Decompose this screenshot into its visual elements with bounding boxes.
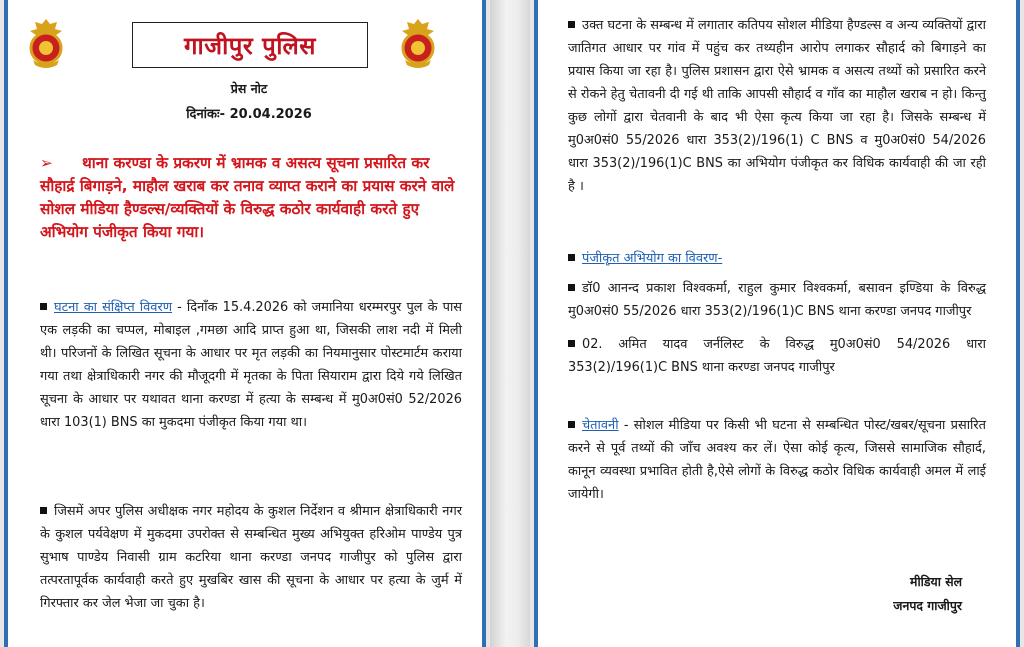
headline <box>40 152 462 244</box>
square-bullet-icon <box>40 303 47 310</box>
warning-text: - सोशल मीडिया पर किसी भी घटना से सम्बन्धित पोस्ट/खबर/सूचना प्रसारित करने से पूर्व तथ्यों की जाँच अवश्य कर लें। ऐसा कोई कृत्य, जिससे सामाजिक सौहार्द, कानून व्यवस्था प्रभावित होती है,ऐसे लोगों के विरुद्ध कठोर विधिक कार्यवाही अमल में लाई जायेगी। <box>568 418 986 502</box>
warning-paragraph <box>568 414 986 506</box>
incident-paragraph <box>40 296 462 434</box>
arrest-paragraph <box>40 500 462 615</box>
case-heading-label: पंजीकृत अभियोग का विवरण- <box>582 251 723 266</box>
signature-media-cell: मीडिया सेल <box>910 574 962 589</box>
signature-block <box>838 570 962 618</box>
social-media-text: उक्त घटना के सम्बन्ध में लगातार कतिपय सोशल मीडिया हैण्डल्स व अन्य व्यक्तियों द्वारा जातिगत आधार पर गांव में पहुंच कर तथ्यहीन आरोप लगाकर सौहार्द को बिगाड़ने का प्रयास किया जा रहा है। पुलिस प्रशासन द्वारा ऐसे भ्रामक व असत्य तथ्यों को प्रसारित करने से रोकने हेतु चेतावनी दी गई थी ताकि आपसी सौहार्द व गाँव का माहौल खराब न हो। किन्तु कुछ लोगों द्वारा चेतवानी के बाद भी ऐसा कृत्य किया जा रहा है। जिसके सम्बन्ध में मु0अ0सं0 55/2026 धारा 353(2)/196(1) C BNS व मु0अ0सं0 54/2026 धारा 353(2)/196(1)C BNS का अभियोग पंजीकृत कर विधिक कार्यवाही की जा रही है । <box>568 18 986 194</box>
press-note-page-1 <box>4 0 486 647</box>
headline-text: थाना करण्डा के प्रकरण में भ्रामक व असत्य सूचना प्रसारित कर सौहार्द्र बिगाड़ने, माहौल खराब कर तनाव व्याप्त कराने का प्रयास करने वाले सोशल मीडिया हैण्डल्स/व्यक्तियों के विरुद्ध कठोर कार्यवाही करते हुए अभियोग पंजीकृत किया गया। <box>40 154 455 241</box>
social-media-paragraph <box>568 14 986 198</box>
square-bullet-icon <box>40 507 47 514</box>
case-heading <box>568 247 986 270</box>
case-item-1 <box>568 277 986 323</box>
incident-text: - दिनाँक 15.4.2026 को जमानिया धरम्मरपुर पुल के पास एक लड़की का चप्पल, मोबाइल ,गमछा आदि प्राप्त हुआ था, जिसकी लाश नदी में मिली थी। परिजनों के लिखित सूचना के आधार पर मृत लड़की का नियमानुसार पोस्टमार्टम कराया गया तथा क्षेत्राधिकारी नगर की मौजूदगी में मृतका के पिता सियाराम द्वारा दिये गये लिखित सूचना के आधार पर यथावत थाना करण्डा में हत्या के सम्बन्ध में मु0अ0सं0 52/2026 धारा 103(1) BNS का मुकदमा पंजीकृत किया गया था। <box>40 300 462 430</box>
case-item-2 <box>568 333 986 379</box>
police-emblem-icon-left <box>24 18 68 70</box>
arrest-text: जिसमें अपर पुलिस अधीक्षक नगर महोदय के कुशल निर्देशन व श्रीमान क्षेत्राधिकारी नगर के कुशल पर्यवेक्षण में मुकदमा उपरोक्त से सम्बन्धित मुख्य अभियुक्त हरिओम पाण्डेय पुत्र सुभाष पाण्डेय निवासी ग्राम कटरिया थाना करण्डा जनपद गाजीपुर को पुलिस द्वारा तत्परतापूर्वक कार्यवाही करते हुए मुखबिर खास की सूचना के आधार पर हत्या के जुर्म में गिरफ्तार कर जेल भेजा जा चुका है। <box>40 504 462 611</box>
police-emblem-icon-right <box>396 18 440 70</box>
press-note-date: दिनांकः- 20.04.2026 <box>186 107 312 122</box>
square-bullet-icon <box>568 421 575 428</box>
case-item-2-text: 02. अमित यादव जर्नलिस्ट के विरुद्ध मु0अ0सं0 54/2026 धारा 353(2)/196(1)C BNS थाना करण्डा जनपद गाजीपुर <box>568 337 986 375</box>
incident-label: घटना का संक्षिप्त विवरण <box>54 300 173 315</box>
square-bullet-icon <box>568 284 575 291</box>
arrow-bullet-icon: ➢ <box>40 154 53 172</box>
case-item-1-text: डॉ0 आनन्द प्रकाश विश्वकर्मा, राहुल कुमार विश्वकर्मा, बसावन इण्डिया के विरुद्ध मु0अ0सं0 55/2026 धारा 353(2)/196(1)C BNS थाना करण्डा जनपद गाजीपुर <box>568 281 986 319</box>
square-bullet-icon <box>568 340 575 347</box>
page-gap <box>490 0 530 647</box>
signature-district: जनपद गाजीपुर <box>893 598 962 613</box>
square-bullet-icon <box>568 21 575 28</box>
press-note-label: प्रेस नोट <box>230 81 268 96</box>
square-bullet-icon <box>568 254 575 261</box>
page-title: गाजीपुर पुलिस <box>132 22 368 68</box>
warning-label: चेतावनी <box>582 418 619 433</box>
press-note-page-2 <box>534 0 1020 647</box>
